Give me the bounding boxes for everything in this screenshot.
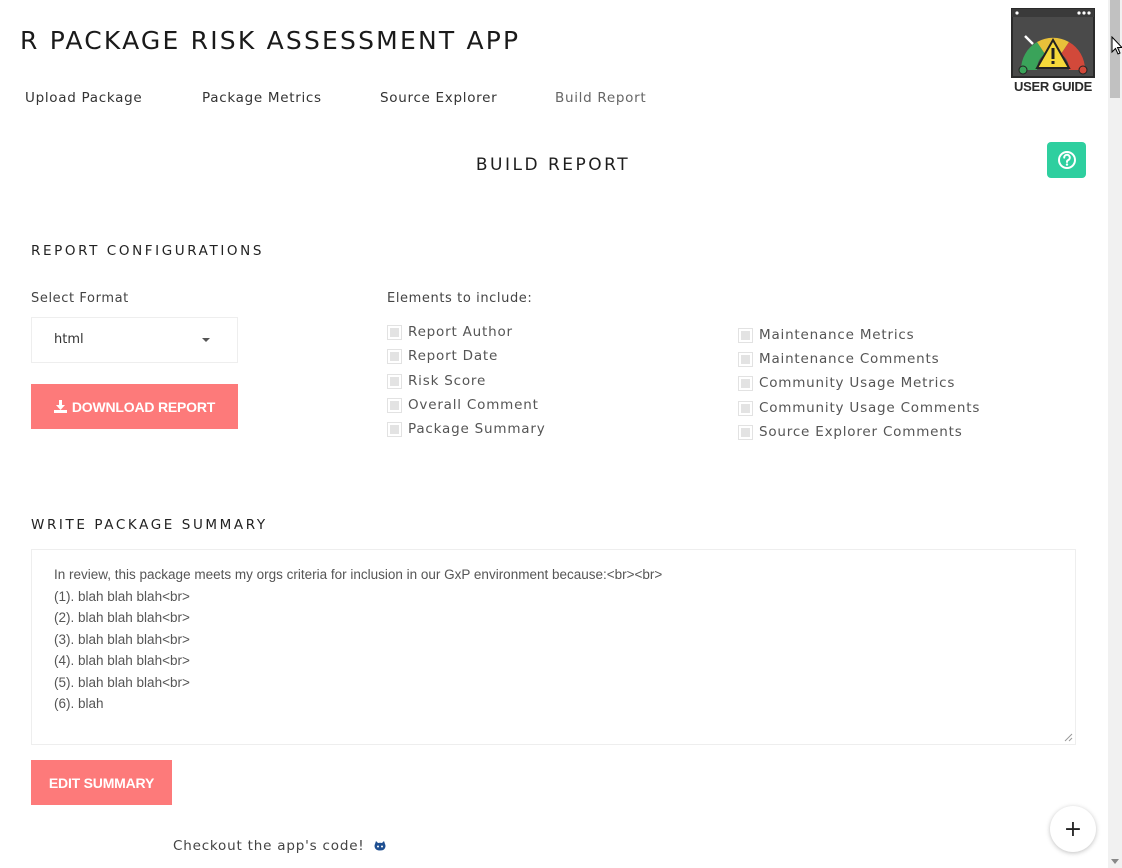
checkbox-box[interactable] — [387, 398, 402, 413]
summary-line: (3). blah blah blah<br> — [54, 631, 190, 647]
checkbox-source-explorer-comments[interactable] — [738, 422, 963, 442]
checkbox-label: Report Author — [408, 324, 513, 340]
checkbox-label: Overall Comment — [408, 397, 539, 413]
report-configurations-heading: REPORT CONFIGURATIONS — [31, 243, 264, 259]
tab-upload-package[interactable]: Upload Package — [25, 90, 143, 106]
user-guide-label: USER GUIDE — [1014, 79, 1092, 94]
checkbox-box[interactable] — [738, 401, 753, 416]
checkbox-overall-comment[interactable] — [387, 395, 539, 415]
expand-fab-button[interactable]: + — [1050, 806, 1096, 852]
checkbox-package-summary[interactable] — [387, 419, 546, 439]
checkbox-label: Community Usage Comments — [759, 400, 981, 416]
footer-text: Checkout the app's code! — [173, 838, 365, 854]
checkbox-box[interactable] — [738, 425, 753, 440]
page-title: BUILD REPORT — [475, 155, 631, 175]
checkbox-label: Community Usage Metrics — [759, 375, 956, 391]
summary-line: In review, this package meets my orgs criteria for inclusion in our GxP environment because:<br><br> — [54, 567, 663, 582]
checkbox-box[interactable] — [387, 374, 402, 389]
checkbox-community-usage-metrics[interactable] — [738, 373, 955, 393]
summary-textarea[interactable] — [31, 549, 1076, 745]
checkbox-box[interactable] — [387, 325, 402, 340]
write-summary-heading: WRITE PACKAGE SUMMARY — [31, 517, 268, 533]
checkbox-box[interactable] — [738, 352, 753, 367]
question-circle-icon — [1057, 150, 1077, 170]
help-button[interactable] — [1047, 142, 1086, 178]
checkbox-label: Report Date — [408, 348, 499, 364]
footer-code-link[interactable] — [173, 838, 387, 854]
checkbox-maintenance-metrics[interactable] — [738, 325, 914, 345]
format-select-value: html — [54, 332, 84, 347]
summary-line: (5). blah blah blah<br> — [54, 674, 190, 690]
summary-line: (2). blah blah blah<br> — [54, 610, 190, 625]
download-report-button[interactable] — [31, 384, 238, 429]
select-format-label: Select Format — [31, 291, 129, 306]
edit-summary-button[interactable] — [31, 760, 172, 805]
mouse-cursor-icon — [1111, 36, 1122, 56]
tab-package-metrics[interactable]: Package Metrics — [202, 90, 322, 106]
checkbox-label: Package Summary — [408, 421, 546, 437]
checkbox-report-date[interactable] — [387, 346, 498, 366]
gauge-warning-icon — [1011, 8, 1095, 78]
github-icon[interactable] — [373, 840, 387, 853]
download-report-label: DOWNLOAD REPORT — [71, 398, 216, 415]
checkbox-report-author[interactable] — [387, 322, 513, 342]
checkbox-community-usage-comments[interactable] — [738, 398, 980, 418]
format-select[interactable] — [31, 317, 238, 363]
user-guide-link[interactable] — [1010, 8, 1096, 96]
summary-line: (6). blah — [54, 696, 104, 711]
page-scrollbar[interactable] — [1108, 0, 1122, 868]
tab-source-explorer[interactable]: Source Explorer — [380, 90, 498, 106]
resize-handle-icon[interactable] — [1064, 733, 1073, 742]
caret-down-icon — [202, 338, 210, 342]
checkbox-label: Maintenance Comments — [759, 351, 940, 367]
checkbox-box[interactable] — [738, 328, 753, 343]
checkbox-maintenance-comments[interactable] — [738, 349, 939, 369]
download-icon — [54, 400, 67, 413]
checkbox-box[interactable] — [387, 422, 402, 437]
checkbox-risk-score[interactable] — [387, 371, 486, 391]
checkbox-box[interactable] — [387, 349, 402, 364]
checkbox-label: Source Explorer Comments — [759, 424, 963, 440]
checkbox-label: Maintenance Metrics — [759, 327, 915, 343]
checkbox-label: Risk Score — [408, 373, 487, 389]
edit-summary-label: EDIT SUMMARY — [48, 774, 155, 791]
tab-build-report[interactable]: Build Report — [555, 90, 647, 106]
checkbox-box[interactable] — [738, 376, 753, 391]
summary-line: (1). blah blah blah<br> — [54, 588, 190, 604]
elements-include-label: Elements to include: — [387, 291, 533, 306]
summary-line: (4). blah blah blah<br> — [54, 653, 190, 668]
scroll-down-arrow-icon[interactable] — [1111, 859, 1119, 864]
app-title: R PACKAGE RISK ASSESSMENT APP — [20, 26, 521, 55]
